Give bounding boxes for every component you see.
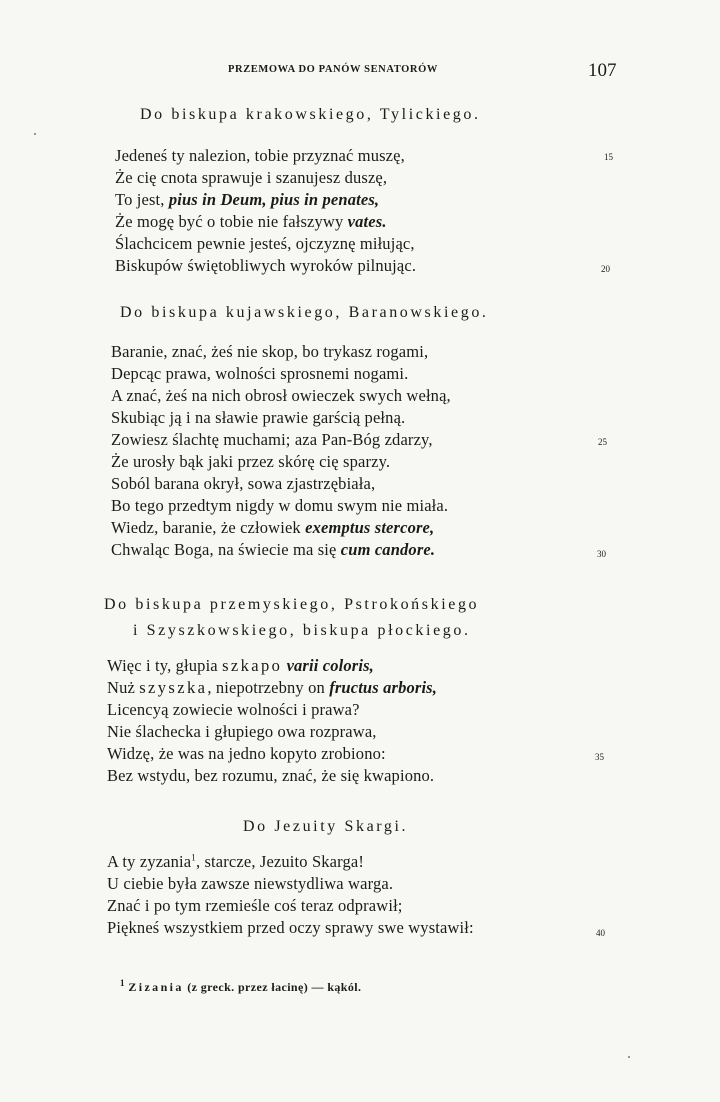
line-number: 25 — [598, 437, 607, 447]
poem-line: Zowiesz ślachtę muchami; aza Pan-Bóg zdarzy, — [111, 430, 433, 449]
line-number: 15 — [604, 152, 613, 162]
poem-line: Nie ślachecka i głupiego owa rozprawa, — [107, 722, 377, 741]
section-heading: Do biskupa kujawskiego, Baranowskiego. — [120, 304, 489, 321]
running-head: PRZEMOWA DO PANÓW SENATORÓW — [228, 64, 438, 75]
poem-line: Soból barana okrył, sowa zjastrzębiała, — [111, 474, 376, 493]
poem-line: Ślachcicem pewnie jesteś, ojczyznę miłując, — [115, 234, 415, 253]
poem-line: Baranie, znać, żeś nie skop, bo trykasz rogami, — [111, 342, 429, 361]
poem-line: Depcąc prawa, wolności sprosnemi nogami. — [111, 364, 409, 383]
poem-line: Piękneś wszystkiem przed oczy sprawy swe wystawił: — [107, 918, 474, 937]
poem-line: U ciebie była zawsze niewstydliwa warga. — [107, 874, 394, 893]
poem-line: Więc i ty, głupia szkapo varii coloris, — [107, 656, 374, 675]
poem-line: Licencyą zowiecie wolności i prawa? — [107, 700, 360, 719]
footnote-marker: 1 — [191, 852, 196, 863]
poem-line: Chwaląc Boga, na świecie ma się cum candore. — [111, 540, 436, 559]
line-number: 40 — [596, 928, 605, 938]
poem-line: Jedeneś ty nalezion, tobie przyznać muszę, — [115, 146, 405, 165]
section-heading-continued: i Szyszkowskiego, biskupa płockiego. — [133, 622, 471, 639]
poem-line: Biskupów świętobliwych wyroków pilnując. — [115, 256, 417, 275]
poem-line: Nuż szyszka, niepotrzebny on fructus arboris, — [107, 678, 438, 697]
poem-line: Że urosły bąk jaki przez skórę cię sparzy. — [111, 452, 391, 471]
page-number: 107 — [588, 60, 617, 81]
poem-line: Skubiąc ją i na sławie prawie garścią pełną. — [111, 408, 406, 427]
poem-line: Widzę, że was na jedno kopyto zrobiono: — [107, 744, 386, 763]
poem-line: Znać i po tym rzemieśle coś teraz odprawił; — [107, 896, 403, 915]
poem-line: A ty zyzania$^1$, starcze, Jezuito Skarga! — [107, 852, 365, 871]
poem-line: Bez wstydu, bez rozumu, znać, że się kwapiono. — [107, 766, 435, 785]
section-heading: Do biskupa krakowskiego, Tylickiego. — [140, 106, 481, 123]
poem-line: Że mogę być o tobie nie fałszywy vates. — [115, 212, 387, 231]
poem-line: Bo tego przedtym nigdy w domu swym nie miała. — [111, 496, 449, 515]
section-heading: Do biskupa przemyskiego, Pstrokońskiego — [104, 596, 480, 613]
footnote: $^1$ Zizania (z greck. przez łacinę) — kąkól. — [120, 978, 362, 994]
section-heading: Do Jezuity Skargi. — [243, 818, 409, 835]
poem-line: Wiedz, baranie, że człowiek exemptus stercore, — [111, 518, 435, 537]
line-number: 20 — [601, 264, 610, 274]
line-number: 35 — [595, 752, 604, 762]
scan-speck — [34, 133, 36, 135]
poem-line: To jest, pius in Deum, pius in penates, — [115, 190, 380, 209]
line-number: 30 — [597, 549, 606, 559]
scan-speck — [628, 1056, 630, 1058]
poem-line: A znać, żeś na nich obrosł owieczek swych wełną, — [111, 386, 451, 405]
poem-line: Że cię cnota sprawuje i szanujesz duszę, — [115, 168, 388, 187]
